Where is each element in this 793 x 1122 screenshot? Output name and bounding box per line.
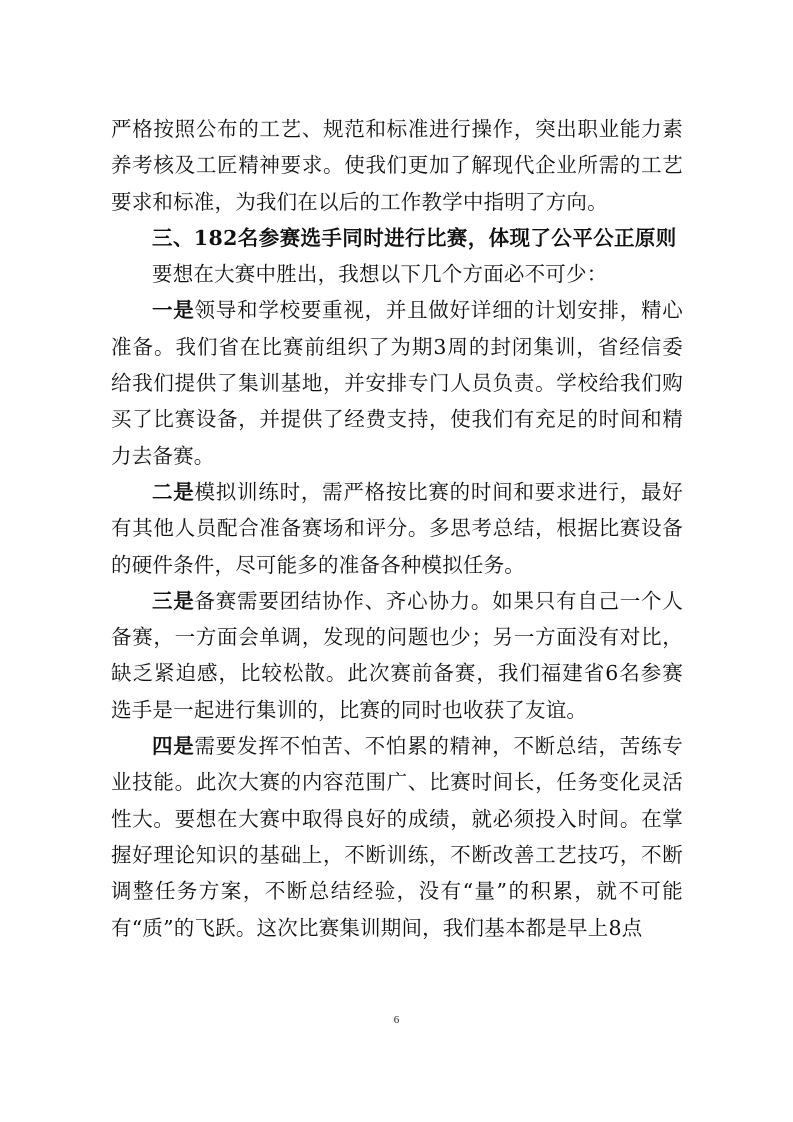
section-heading-text: 三、182名参赛选手同时进行比赛，体现了公平公正原则 xyxy=(152,225,677,250)
paragraph-text: 需要发挥不怕苦、不怕累的精神，不断总结，苦练专业技能。此次大赛的内容范围广、比赛时间长，任务变化灵活性大。要想在大赛中取得良好的成绩，就必须投入时间。在掌握好理论知识的基础上，不断训练，不断改善工艺技巧，不断调整任务方案，不断总结经验，没有“量”的积累，就不可能有“质”的飞跃。这次比赛集训期间，我们基本都是早上8点 xyxy=(111,734,683,940)
paragraph-lead: 三是 xyxy=(152,588,195,613)
paragraph-point-3 xyxy=(111,583,683,728)
paragraph-point-1 xyxy=(111,292,683,473)
paragraph-lead: 四是 xyxy=(152,734,195,759)
paragraph-text: 要想在大赛中胜出，我想以下几个方面必不可少： xyxy=(152,262,608,287)
paragraph-continuation xyxy=(111,111,683,220)
document-body xyxy=(111,111,683,946)
paragraph-text: 备赛需要团结协作、齐心协力。如果只有自己一个人备赛，一方面会单调，发现的问题也少；另一方面没有对比，缺乏紧迫感，比较松散。此次赛前备赛，我们福建省6名参赛选手是一起进行集训的，比赛的同时也收获了友谊。 xyxy=(111,588,683,722)
paragraph-text: 领导和学校要重视，并且做好详细的计划安排，精心准备。我们省在比赛前组织了为期3周的封闭集训，省经信委给我们提供了集训基地，并安排专门人员负责。学校给我们购买了比赛设备，并提供了经费支持，使我们有充足的时间和精力去备赛。 xyxy=(111,298,683,468)
paragraph-text: 模拟训练时，需严格按比赛的时间和要求进行，最好有其他人员配合准备赛场和评分。多思考总结，根据比赛设备的硬件条件，尽可能多的准备各种模拟任务。 xyxy=(111,479,683,577)
section-heading xyxy=(111,220,683,256)
page-number: 6 xyxy=(393,1014,400,1026)
paragraph-lead: 一是 xyxy=(152,298,195,323)
paragraph-text: 严格按照公布的工艺、规范和标准进行操作，突出职业能力素养考核及工匠精神要求。使我们更加了解现代企业所需的工艺要求和标准，为我们在以后的工作教学中指明了方向。 xyxy=(111,117,683,214)
paragraph-intro xyxy=(111,256,683,292)
paragraph-point-2 xyxy=(111,474,683,583)
paragraph-point-4 xyxy=(111,728,683,946)
paragraph-lead: 二是 xyxy=(152,479,195,504)
